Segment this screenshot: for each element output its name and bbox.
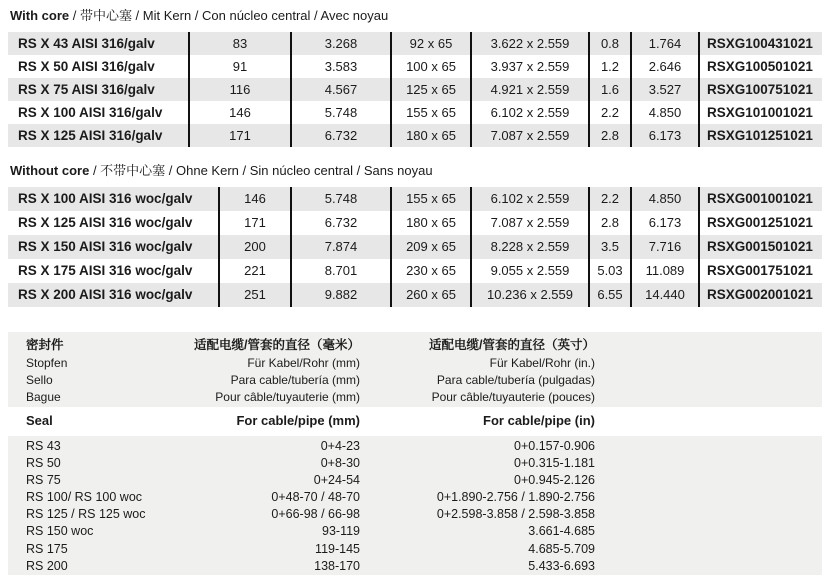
value-cell: 3.268 xyxy=(290,32,390,55)
mm-range-cell: 138-170 xyxy=(314,558,360,573)
value-cell: 4.567 xyxy=(290,78,390,101)
part-number-cell: RSXG100501021 xyxy=(698,55,822,78)
seal-header-line-fr xyxy=(8,389,822,406)
seal-row xyxy=(8,558,822,575)
value-cell: 171 xyxy=(218,211,290,235)
value-cell: 5.748 xyxy=(290,101,390,124)
value-cell: 1.764 xyxy=(630,32,698,55)
table-row xyxy=(8,211,822,235)
part-number-cell: RSXG001251021 xyxy=(698,211,822,235)
product-name-cell: RS X 75 AISI 316/galv xyxy=(18,82,155,97)
seal-name-cell: RS 75 xyxy=(26,473,61,488)
seal-name-cell: RS 100/ RS 100 woc xyxy=(26,490,143,505)
value-cell: 7.716 xyxy=(630,235,698,259)
value-cell: 221 xyxy=(218,259,290,283)
in-range-cell: 3.661-4.685 xyxy=(528,524,595,539)
value-cell: 4.850 xyxy=(630,187,698,211)
part-number-cell: RSXG002001021 xyxy=(698,283,822,307)
seal-header-row-en xyxy=(8,410,822,432)
value-cell: 11.089 xyxy=(630,259,698,283)
mm-range-cell: 0+48-70 / 48-70 xyxy=(271,490,360,505)
value-cell: 3.5 xyxy=(588,235,630,259)
value-cell: 209 x 65 xyxy=(390,235,470,259)
table-row xyxy=(8,78,822,101)
value-cell: 7.087 x 2.559 xyxy=(470,211,588,235)
value-cell: 9.882 xyxy=(290,283,390,307)
value-cell: 100 x 65 xyxy=(390,55,470,78)
value-cell: 2.8 xyxy=(588,124,630,147)
without-core-title-bold: Without core xyxy=(10,163,90,178)
part-number-cell: RSXG100751021 xyxy=(698,78,822,101)
in-col-label-en: For cable/pipe (in) xyxy=(483,413,595,428)
value-cell: 3.622 x 2.559 xyxy=(470,32,588,55)
mm-range-cell: 0+24-54 xyxy=(313,473,360,488)
part-number-cell: RSXG101001021 xyxy=(698,101,822,124)
seal-header-line-cn xyxy=(8,336,822,355)
seal-name-cell: RS 43 xyxy=(26,439,61,453)
seal-header-block xyxy=(8,332,822,407)
value-cell: 10.236 x 2.559 xyxy=(470,283,588,307)
table-row xyxy=(8,259,822,283)
mm-range-cell: 0+8-30 xyxy=(320,456,360,471)
value-cell: 2.8 xyxy=(588,211,630,235)
mm-col-label-en: For cable/pipe (mm) xyxy=(236,413,360,428)
value-cell: 1.6 xyxy=(588,78,630,101)
value-cell: 8.228 x 2.559 xyxy=(470,235,588,259)
table-row xyxy=(8,124,822,147)
value-cell: 7.087 x 2.559 xyxy=(470,124,588,147)
value-cell: 171 xyxy=(188,124,290,147)
in-range-cell: 4.685-5.709 xyxy=(528,541,595,556)
product-name-cell: RS X 100 AISI 316 woc/galv xyxy=(18,191,193,206)
in-col-label-es: Para cable/tubería (pulgadas) xyxy=(436,373,595,387)
in-range-cell: 0+0.315-1.181 xyxy=(514,456,595,471)
seal-data-block xyxy=(8,436,822,575)
value-cell: 14.440 xyxy=(630,283,698,307)
value-cell: 146 xyxy=(188,101,290,124)
value-cell: 180 x 65 xyxy=(390,124,470,147)
seal-row xyxy=(8,506,822,523)
seal-name-cell: RS 200 xyxy=(26,558,68,573)
value-cell: 125 x 65 xyxy=(390,78,470,101)
with-core-section-title xyxy=(10,5,388,24)
seal-row xyxy=(8,489,822,506)
value-cell: 1.2 xyxy=(588,55,630,78)
seal-row xyxy=(8,541,822,558)
table-row xyxy=(8,32,822,55)
value-cell: 180 x 65 xyxy=(390,211,470,235)
seal-col-label-cn: 密封件 xyxy=(26,338,64,352)
product-name-cell: RS X 125 AISI 316 woc/galv xyxy=(18,215,193,230)
in-range-cell: 5.433-6.693 xyxy=(528,558,595,573)
table-row xyxy=(8,283,822,307)
product-name-cell: RS X 50 AISI 316/galv xyxy=(18,59,155,74)
part-number-cell: RSXG101251021 xyxy=(698,124,822,147)
table-row xyxy=(8,101,822,124)
value-cell: 155 x 65 xyxy=(390,187,470,211)
in-col-label-cn: 适配电缆/管套的直径（英寸） xyxy=(429,338,595,352)
seal-col-label-fr: Bague xyxy=(26,390,61,404)
value-cell: 200 xyxy=(218,235,290,259)
mm-range-cell: 0+4-23 xyxy=(320,439,360,453)
value-cell: 155 x 65 xyxy=(390,101,470,124)
with-core-title-bold: With core xyxy=(10,8,70,23)
value-cell: 6.732 xyxy=(290,211,390,235)
mm-range-cell: 93-119 xyxy=(322,524,360,539)
mm-col-label-de: Für Kabel/Rohr (mm) xyxy=(247,356,360,370)
value-cell: 3.583 xyxy=(290,55,390,78)
value-cell: 83 xyxy=(188,32,290,55)
seal-name-cell: RS 175 xyxy=(26,541,68,556)
without-core-section-title xyxy=(10,160,433,179)
seal-row xyxy=(8,455,822,472)
in-col-label-de: Für Kabel/Rohr (in.) xyxy=(489,356,595,370)
mm-col-label-es: Para cable/tubería (mm) xyxy=(230,373,360,387)
value-cell: 4.921 x 2.559 xyxy=(470,78,588,101)
value-cell: 91 xyxy=(188,55,290,78)
value-cell: 6.55 xyxy=(588,283,630,307)
value-cell: 116 xyxy=(188,78,290,101)
value-cell: 4.850 xyxy=(630,101,698,124)
value-cell: 8.701 xyxy=(290,259,390,283)
in-range-cell: 0+0.945-2.126 xyxy=(514,473,595,488)
value-cell: 6.102 x 2.559 xyxy=(470,187,588,211)
in-range-cell: 0+1.890-2.756 / 1.890-2.756 xyxy=(436,490,595,505)
value-cell: 0.8 xyxy=(588,32,630,55)
value-cell: 6.173 xyxy=(630,124,698,147)
product-name-cell: RS X 200 AISI 316 woc/galv xyxy=(18,287,193,302)
part-number-cell: RSXG100431021 xyxy=(698,32,822,55)
seal-name-cell: RS 125 / RS 125 woc xyxy=(26,507,146,522)
part-number-cell: RSXG001501021 xyxy=(698,235,822,259)
value-cell: 3.937 x 2.559 xyxy=(470,55,588,78)
value-cell: 251 xyxy=(218,283,290,307)
without-core-table xyxy=(8,187,822,307)
part-number-cell: RSXG001751021 xyxy=(698,259,822,283)
seal-name-cell: RS 50 xyxy=(26,456,61,471)
value-cell: 230 x 65 xyxy=(390,259,470,283)
seal-col-label-es: Sello xyxy=(26,373,53,387)
product-name-cell: RS X 43 AISI 316/galv xyxy=(18,36,155,51)
seal-row xyxy=(8,523,822,540)
value-cell: 6.173 xyxy=(630,211,698,235)
product-name-cell: RS X 100 AISI 316/galv xyxy=(18,105,163,120)
in-range-cell: 0+0.157-0.906 xyxy=(514,439,595,453)
seal-name-cell: RS 150 woc xyxy=(26,524,94,539)
seal-header-line-de xyxy=(8,355,822,372)
seal-header-line-es xyxy=(8,372,822,389)
value-cell: 146 xyxy=(218,187,290,211)
with-core-table xyxy=(8,32,822,147)
without-core-title-translations: / 不带中心塞 / Ohne Kern / Sin núcleo central / Sans noyau xyxy=(89,163,433,178)
mm-col-label-cn: 适配电缆/管套的直径（毫米） xyxy=(194,338,360,352)
in-range-cell: 0+2.598-3.858 / 2.598-3.858 xyxy=(436,507,595,522)
seal-row xyxy=(8,472,822,489)
table-row xyxy=(8,235,822,259)
seal-col-label-en: Seal xyxy=(26,413,53,428)
value-cell: 7.874 xyxy=(290,235,390,259)
product-name-cell: RS X 175 AISI 316 woc/galv xyxy=(18,263,193,278)
seal-col-label-de: Stopfen xyxy=(26,356,68,370)
mm-col-label-fr: Pour câble/tuyauterie (mm) xyxy=(215,390,360,404)
value-cell: 5.748 xyxy=(290,187,390,211)
value-cell: 2.2 xyxy=(588,101,630,124)
with-core-title-translations: / 带中心塞 / Mit Kern / Con núcleo central / Avec noyau xyxy=(69,8,389,23)
mm-range-cell: 0+66-98 / 66-98 xyxy=(271,507,360,522)
seal-row xyxy=(8,438,822,455)
product-name-cell: RS X 125 AISI 316/galv xyxy=(18,128,163,143)
value-cell: 2.646 xyxy=(630,55,698,78)
product-name-cell: RS X 150 AISI 316 woc/galv xyxy=(18,239,193,254)
value-cell: 9.055 x 2.559 xyxy=(470,259,588,283)
mm-range-cell: 119-145 xyxy=(315,541,360,556)
value-cell: 2.2 xyxy=(588,187,630,211)
table-row xyxy=(8,187,822,211)
value-cell: 260 x 65 xyxy=(390,283,470,307)
in-col-label-fr: Pour câble/tuyauterie (pouces) xyxy=(431,390,595,404)
table-row xyxy=(8,55,822,78)
part-number-cell: RSXG001001021 xyxy=(698,187,822,211)
value-cell: 3.527 xyxy=(630,78,698,101)
value-cell: 6.102 x 2.559 xyxy=(470,101,588,124)
value-cell: 6.732 xyxy=(290,124,390,147)
value-cell: 5.03 xyxy=(588,259,630,283)
value-cell: 92 x 65 xyxy=(390,32,470,55)
